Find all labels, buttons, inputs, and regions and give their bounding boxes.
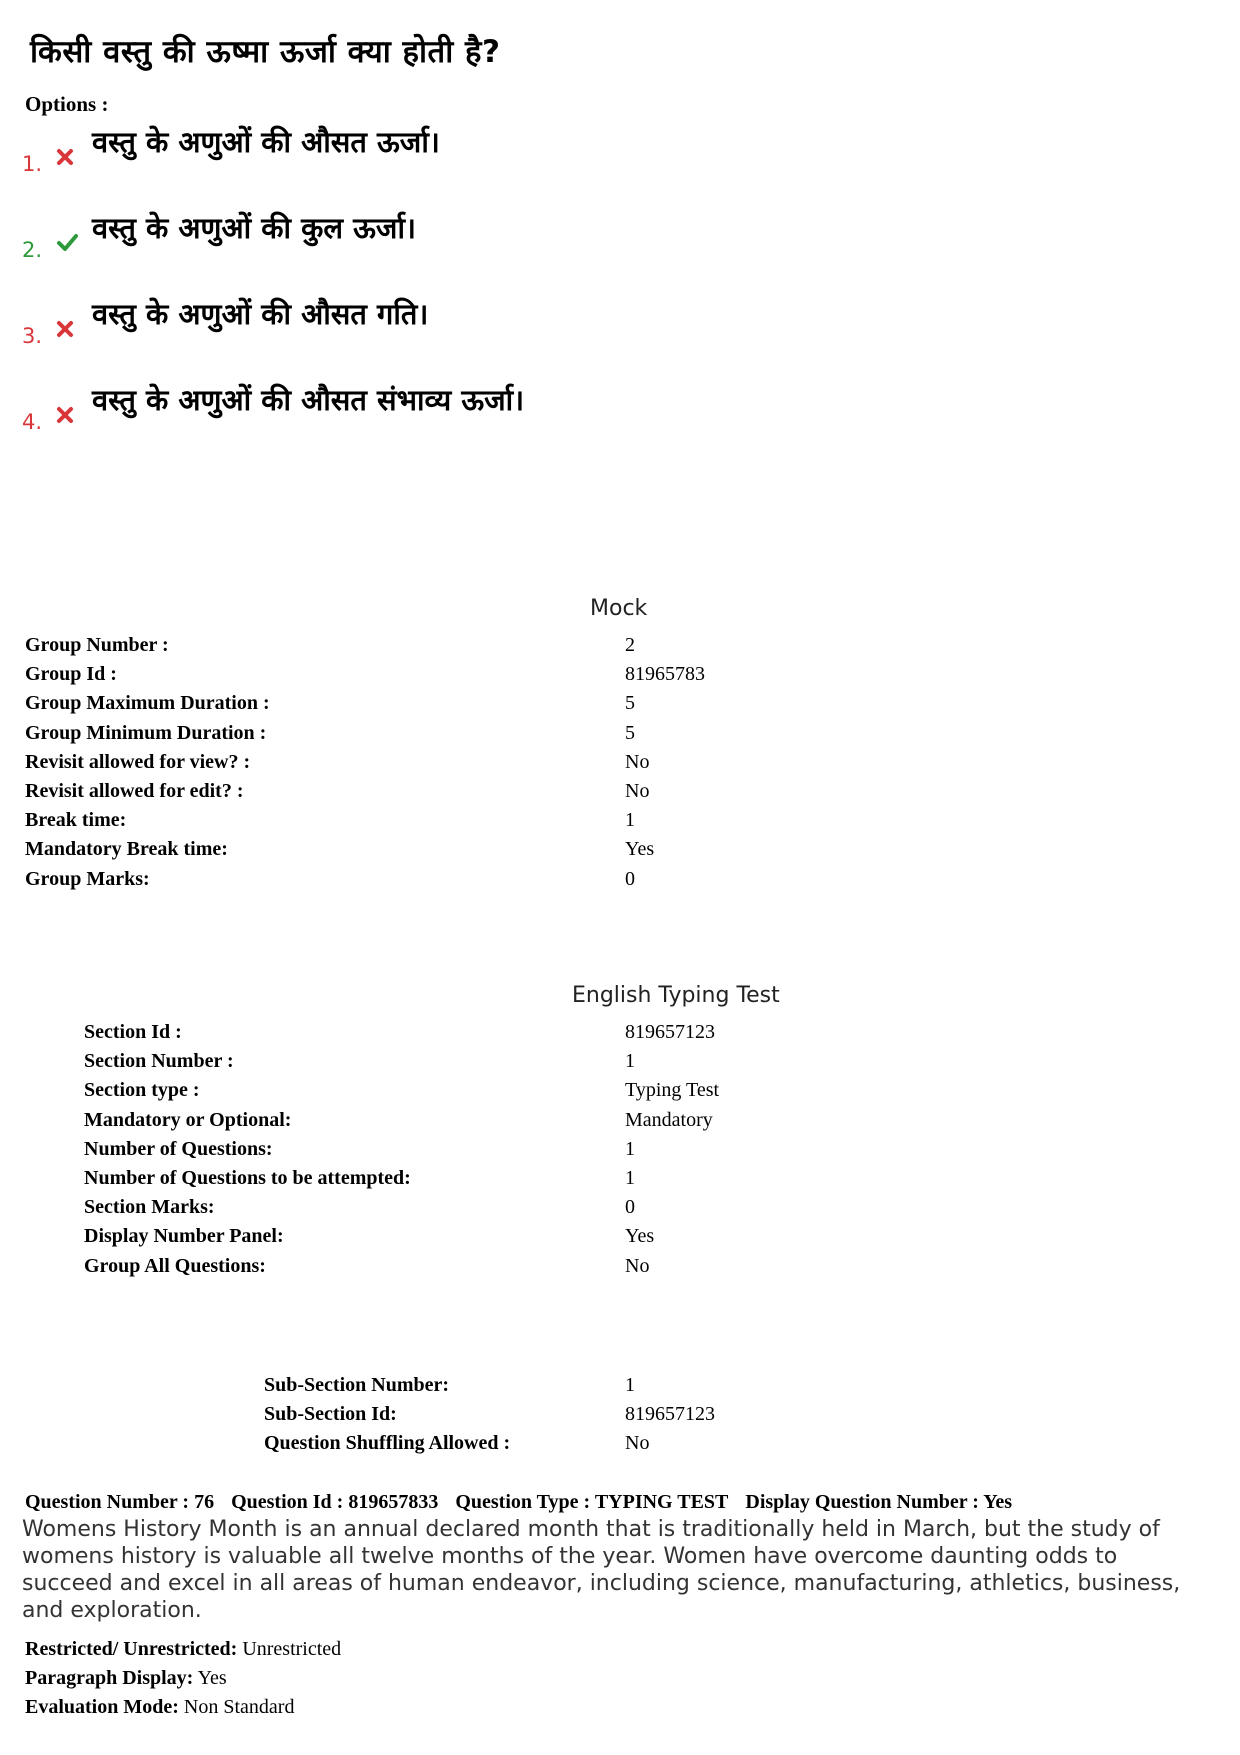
option-number: 4. xyxy=(22,410,43,434)
option-number: 3. xyxy=(22,324,43,348)
detail-row xyxy=(25,835,1025,864)
detail-label: Group Minimum Duration : xyxy=(25,721,267,744)
detail-label: Group Number : xyxy=(25,634,169,656)
detail-label: Group Marks: xyxy=(25,867,150,890)
check-icon xyxy=(54,232,80,254)
detail-row xyxy=(84,1222,1084,1251)
detail-label: Sub-Section Id: xyxy=(264,1403,397,1426)
option-text: वस्तु के अणुओं की औसत गति। xyxy=(92,297,429,331)
question-text: किसी वस्तु की ऊष्मा ऊर्जा क्या होती है? xyxy=(30,34,501,70)
detail-row xyxy=(84,1164,1084,1193)
detail-value: 1 xyxy=(625,1137,635,1160)
display-question-number: Display Question Number : Yes xyxy=(745,1491,1013,1513)
section-details xyxy=(84,1018,1084,1281)
detail-row xyxy=(25,806,1025,835)
detail-row xyxy=(25,689,1025,718)
option-text: वस्तु के अणुओं की कुल ऊर्जा। xyxy=(92,211,416,245)
detail-row xyxy=(25,748,1025,777)
detail-value: 5 xyxy=(625,721,635,744)
option-1 xyxy=(22,122,922,176)
option-number: 2. xyxy=(22,238,43,262)
detail-label: Break time: xyxy=(25,809,127,832)
section-title: English Typing Test xyxy=(572,983,780,1008)
evaluation-mode-label: Evaluation Mode: xyxy=(25,1696,179,1718)
option-2 xyxy=(22,208,922,262)
detail-value: 2 xyxy=(625,634,635,656)
detail-label: Revisit allowed for edit? : xyxy=(25,779,244,802)
detail-row xyxy=(25,719,1025,748)
cross-icon xyxy=(54,146,76,168)
detail-value: 5 xyxy=(625,692,635,715)
restricted-line xyxy=(25,1638,341,1661)
evaluation-mode-value: Non Standard xyxy=(183,1696,295,1718)
typing-passage: Womens History Month is an annual declared month that is traditionally held in March, but the study of womens history is valuable all twelve months of the year. Women have overcome daunting odds to succeed and excel in all areas of human endeavor, including science, manufacturing, athletics, business, and exploration. xyxy=(22,1517,1181,1623)
cross-icon xyxy=(54,318,76,340)
detail-label: Group Maximum Duration : xyxy=(25,692,270,715)
detail-label: Number of Questions: xyxy=(84,1137,273,1160)
detail-value: 819657123 xyxy=(625,1403,715,1426)
group-title: Mock xyxy=(590,596,648,621)
detail-label: Group Id : xyxy=(25,663,117,686)
cross-icon xyxy=(54,404,76,426)
detail-row xyxy=(84,1076,1084,1105)
detail-label: Question Shuffling Allowed : xyxy=(264,1432,511,1455)
evaluation-mode-line xyxy=(25,1696,294,1719)
subsection-details xyxy=(264,1371,1164,1459)
detail-row xyxy=(25,865,1025,894)
detail-value: No xyxy=(625,1432,650,1455)
option-3 xyxy=(22,294,922,348)
detail-label: Number of Questions to be attempted: xyxy=(84,1166,411,1189)
detail-value: 819657123 xyxy=(625,1021,715,1043)
detail-label: Section Number : xyxy=(84,1050,234,1073)
detail-value: 0 xyxy=(625,1196,635,1219)
detail-row xyxy=(84,1193,1084,1222)
detail-label: Group All Questions: xyxy=(84,1254,266,1277)
restricted-value: Unrestricted xyxy=(242,1638,342,1660)
option-text: वस्तु के अणुओं की औसत ऊर्जा। xyxy=(92,125,440,159)
detail-label: Display Number Panel: xyxy=(84,1225,284,1248)
detail-value: No xyxy=(625,779,650,802)
detail-label: Mandatory Break time: xyxy=(25,838,228,861)
detail-row xyxy=(25,631,1025,660)
group-details xyxy=(25,631,1025,894)
paragraph-display-line xyxy=(25,1667,227,1690)
detail-value: 1 xyxy=(625,1050,635,1073)
question-header xyxy=(25,1491,1024,1514)
detail-value: No xyxy=(625,1254,650,1277)
detail-row xyxy=(84,1135,1084,1164)
detail-label: Revisit allowed for view? : xyxy=(25,750,251,773)
detail-value: 1 xyxy=(625,1374,635,1396)
detail-value: 1 xyxy=(625,809,635,832)
option-text: वस्तु के अणुओं की औसत संभाव्य ऊर्जा। xyxy=(92,383,525,417)
question-id: Question Id : 819657833 xyxy=(231,1491,439,1513)
detail-label: Section Marks: xyxy=(84,1196,215,1219)
option-4 xyxy=(22,380,922,434)
detail-label: Mandatory or Optional: xyxy=(84,1108,292,1131)
detail-value: No xyxy=(625,750,650,773)
detail-label: Section type : xyxy=(84,1079,200,1102)
detail-row xyxy=(84,1252,1084,1281)
detail-row xyxy=(264,1400,1164,1429)
detail-row xyxy=(84,1106,1084,1135)
option-number: 1. xyxy=(22,152,43,176)
restricted-label: Restricted/ Unrestricted: xyxy=(25,1638,238,1660)
detail-row xyxy=(84,1047,1084,1076)
detail-label: Section Id : xyxy=(84,1021,182,1043)
paragraph-display-label: Paragraph Display: xyxy=(25,1667,194,1689)
detail-value: 81965783 xyxy=(625,663,705,686)
detail-row xyxy=(25,660,1025,689)
question-number: Question Number : 76 xyxy=(25,1491,215,1513)
detail-value: 1 xyxy=(625,1166,635,1189)
detail-row xyxy=(25,777,1025,806)
detail-value: Typing Test xyxy=(625,1079,720,1102)
detail-value: Mandatory xyxy=(625,1108,713,1131)
detail-value: Yes xyxy=(625,1225,655,1248)
detail-label: Sub-Section Number: xyxy=(264,1374,450,1396)
detail-value: Yes xyxy=(625,838,655,861)
question-type: Question Type : TYPING TEST xyxy=(455,1491,729,1513)
detail-row xyxy=(264,1371,1164,1400)
detail-row xyxy=(264,1429,1164,1458)
options-label: Options : xyxy=(25,92,109,116)
detail-row xyxy=(84,1018,1084,1047)
detail-value: 0 xyxy=(625,867,635,890)
paragraph-display-value: Yes xyxy=(197,1667,227,1689)
